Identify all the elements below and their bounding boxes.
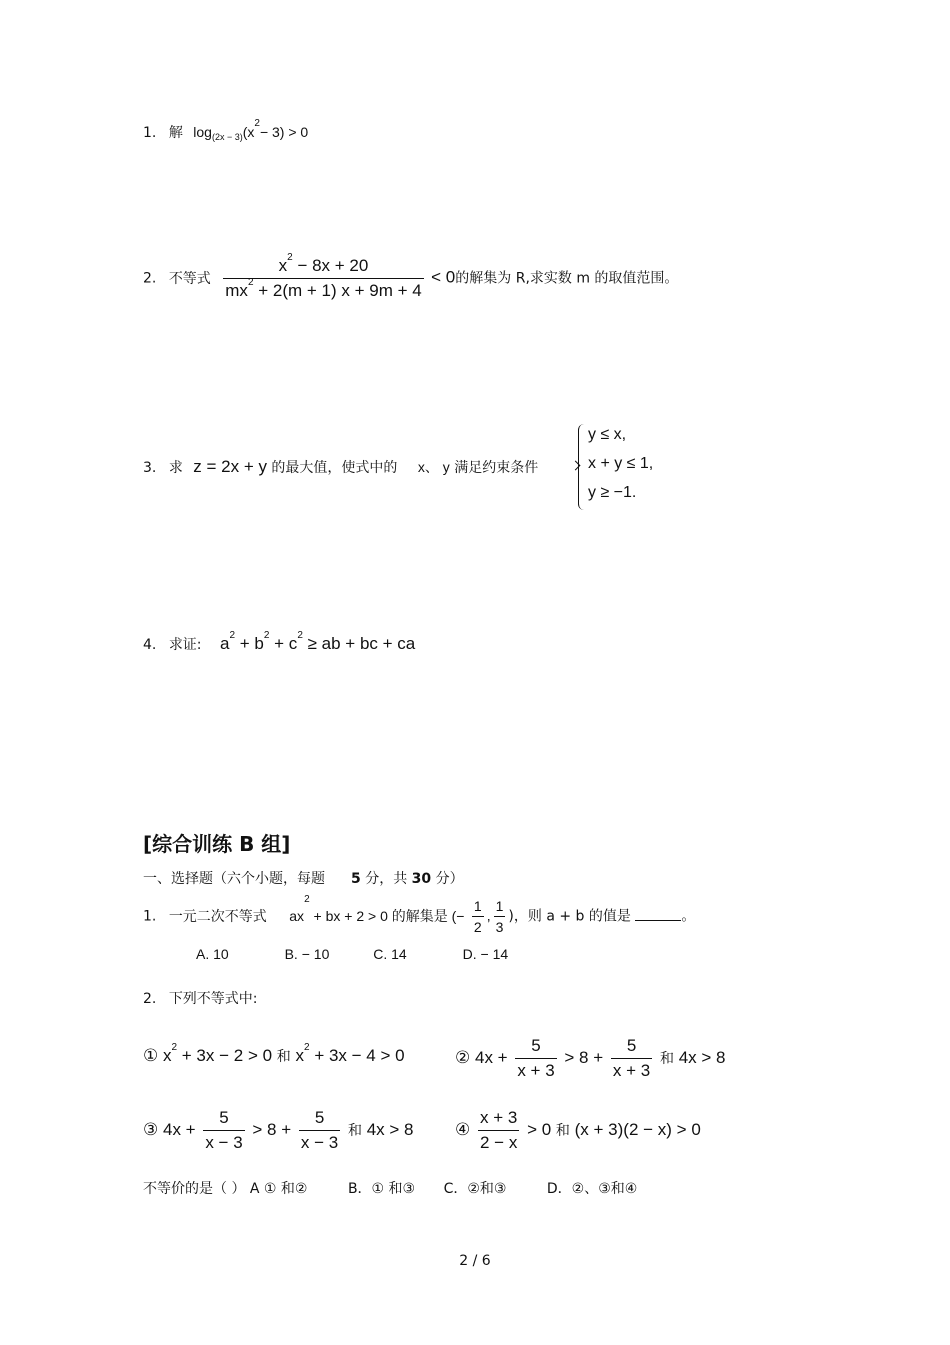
fraction-one-third: $\frac{1}{3}$ [495, 898, 504, 935]
question-text-mid: 的最大值，使式中的 [271, 460, 398, 476]
question-prompt: 不等价的是（ ） [143, 1181, 246, 1197]
question-number: 1. [143, 908, 157, 925]
question-text: 求证: [168, 637, 202, 653]
question-number: 4. [143, 637, 157, 653]
proof-expression: $a^2 + b^2 + c^2$ ≥ ab + bc + ca [219, 630, 416, 653]
question-text: 一元二次不等式 [168, 908, 267, 925]
question-text-tail: 满足约束条件 [454, 460, 539, 476]
item-2: ② 4x + $\frac{5}{x + 3}$ > 8 + $\frac{5}{x + 3}$ 和 4x > 8 [455, 1036, 726, 1080]
option-d: D．②、③和④ [546, 1181, 638, 1197]
question-number: 1. [143, 125, 157, 141]
objective-expression: z = 2x + y [193, 457, 267, 476]
inequality-fraction: $\frac{x^2 - 8x + 20}{mx^2 + 2(m + 1) x + 9m + 4}$ [225, 252, 422, 300]
question-text: 解 [168, 125, 183, 141]
question-1 [143, 118, 309, 142]
item-4: ④ $\frac{x + 3}{2 - x}$ > 0 和 (x + 3)(2 − x) > 0 [455, 1108, 701, 1152]
question-text: 求 [168, 460, 183, 476]
brace-icon [578, 424, 587, 510]
constraint-system [578, 422, 668, 514]
question-2 [143, 252, 679, 301]
question-number: 2. [143, 270, 157, 287]
constraint-3: y ≥ −1. [588, 484, 637, 501]
option-c: C. 14 [373, 946, 407, 962]
constraint-2: x + y ≤ 1, [588, 455, 654, 472]
item-3: ③ 4x + $\frac{5}{x - 3}$ > 8 + $\frac{5}{x - 3}$ 和 4x > 8 [143, 1108, 414, 1152]
choice-question-2 [143, 988, 258, 1008]
question-number: 2. [143, 991, 157, 1007]
constraint-1: y ≤ x, [588, 426, 627, 443]
option-b: B. − 10 [284, 946, 330, 962]
variables: x、 y [417, 459, 450, 475]
question-4 [143, 630, 416, 654]
answer-blank [635, 908, 681, 921]
option-d: D. − 14 [462, 946, 509, 962]
choice-question-2-options [143, 1178, 637, 1198]
page-number: 2 / 6 [459, 1253, 491, 1269]
log-expression: $\log_{(2x - 3)}(x^2- 3) > 0$ [193, 118, 309, 142]
question-tail: )，则 a + b 的值是 [508, 908, 631, 925]
section-heading: [综合训练 B 组] [143, 832, 291, 856]
relation: < 0 [431, 267, 456, 287]
question-tail: 的解集为 R,求实数 m 的取值范围。 [455, 270, 679, 287]
answer-options [196, 946, 508, 962]
option-c: C．②和③ [443, 1181, 507, 1197]
item-1: ① $x^2 + 3x - 2 > 0$ 和 $x^2 + 3x - 4 > 0$ [143, 1042, 405, 1065]
question-text: 不等式 [168, 270, 211, 287]
question-3 [143, 457, 538, 477]
question-expression: $ax^2$ + bx + 2 > 0 的解集是 (− [289, 894, 465, 924]
option-a: A ① 和② [249, 1181, 308, 1197]
option-b: B．① 和③ [347, 1181, 416, 1197]
question-number: 3. [143, 460, 157, 476]
choice-question-1: 1. 一元二次不等式 $ax^2$ + bx + 2 > 0 的解集是 (− $\frac{1}{2}$ , $\frac{1}{3}$ )，则 a + b 的值是 。 [143, 894, 696, 935]
option-a: A. 10 [196, 946, 229, 962]
section-instructions: 一、选择题（六个小题，每题 5 分，共 30 分） [143, 871, 464, 887]
fraction-one-half: $\frac{1}{2}$ [473, 898, 482, 935]
question-text: 下列不等式中: [168, 991, 258, 1007]
